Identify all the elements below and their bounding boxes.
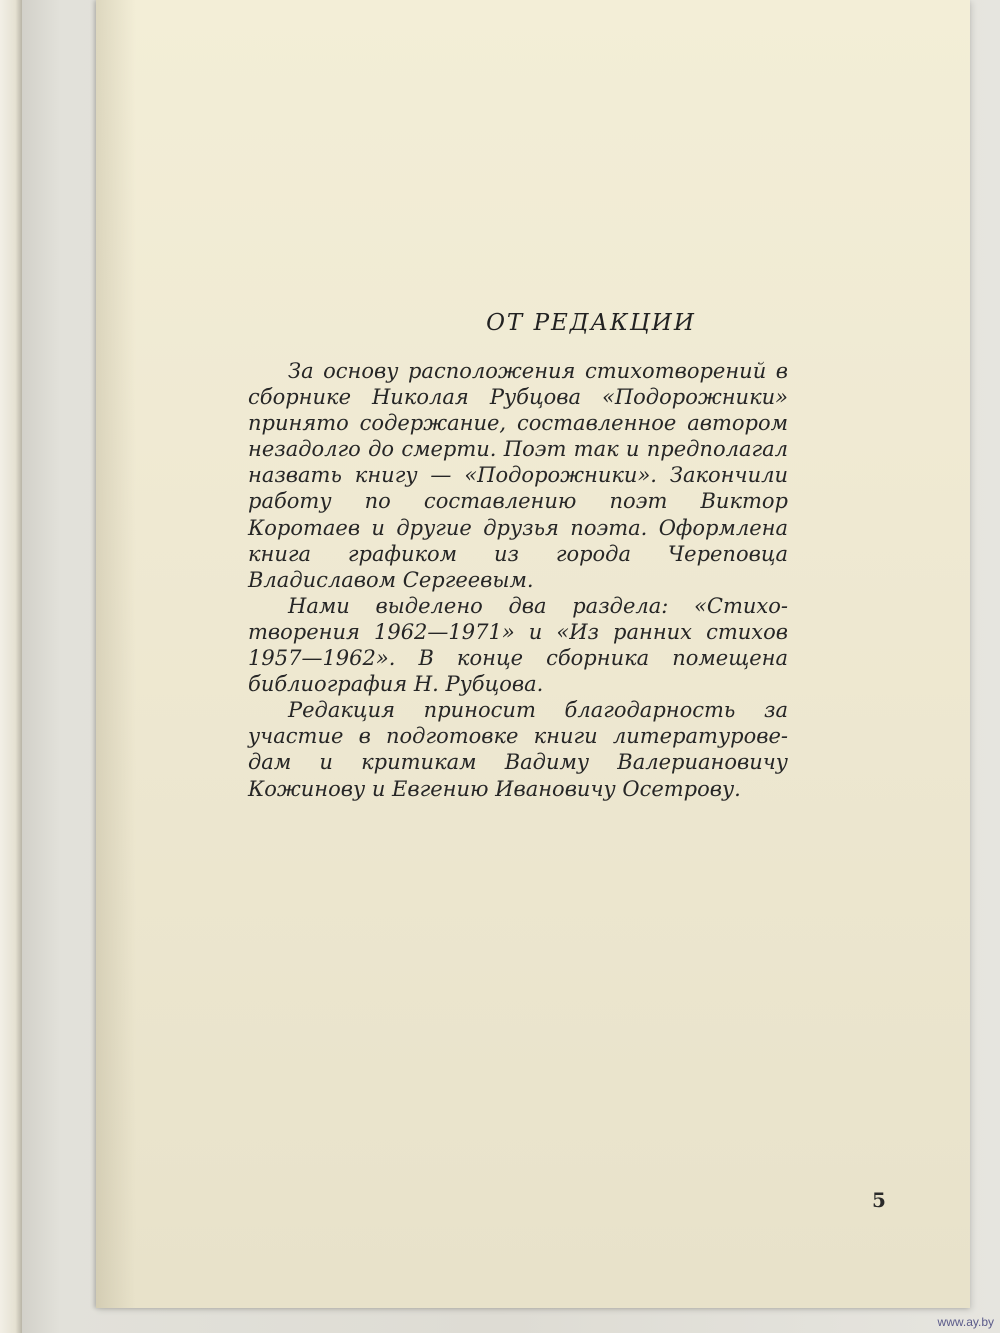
page-gutter-shadow <box>96 0 136 1308</box>
paragraph-3: Редакция приносит благодарность за участие в подготовке книги литературоведам и критикам Вадиму Валериановичу Кожинову и Евгению Ивановичу Осетрову. <box>248 698 788 801</box>
paragraph-1: За основу расположения стихотворений в сборнике Николая Рубцова «Подорожники» принято содержание, составленное автором незадолго до смерти. Поэт так и предполагал назвать книгу — «Подорожники». Закончили работу по составлению поэт Виктор Коротаев и другие друзья поэта. Оформлена книга графиком из города Череповца Владиславом Сергеевым. <box>248 359 788 592</box>
paragraph-2: Нами выделено два раздела: «Стихотворения 1962—1971» и «Из ранних стихов 1957—1962». В конце сборника помещена библиография Н. Рубцова. <box>248 593 788 697</box>
book-page <box>96 0 970 1308</box>
page-number: 5 <box>872 1188 886 1212</box>
body-text <box>248 358 788 802</box>
watermark: www.ay.by <box>937 1315 994 1329</box>
left-page-edge <box>0 0 22 1333</box>
page-heading: ОТ РЕДАКЦИИ <box>486 310 696 336</box>
